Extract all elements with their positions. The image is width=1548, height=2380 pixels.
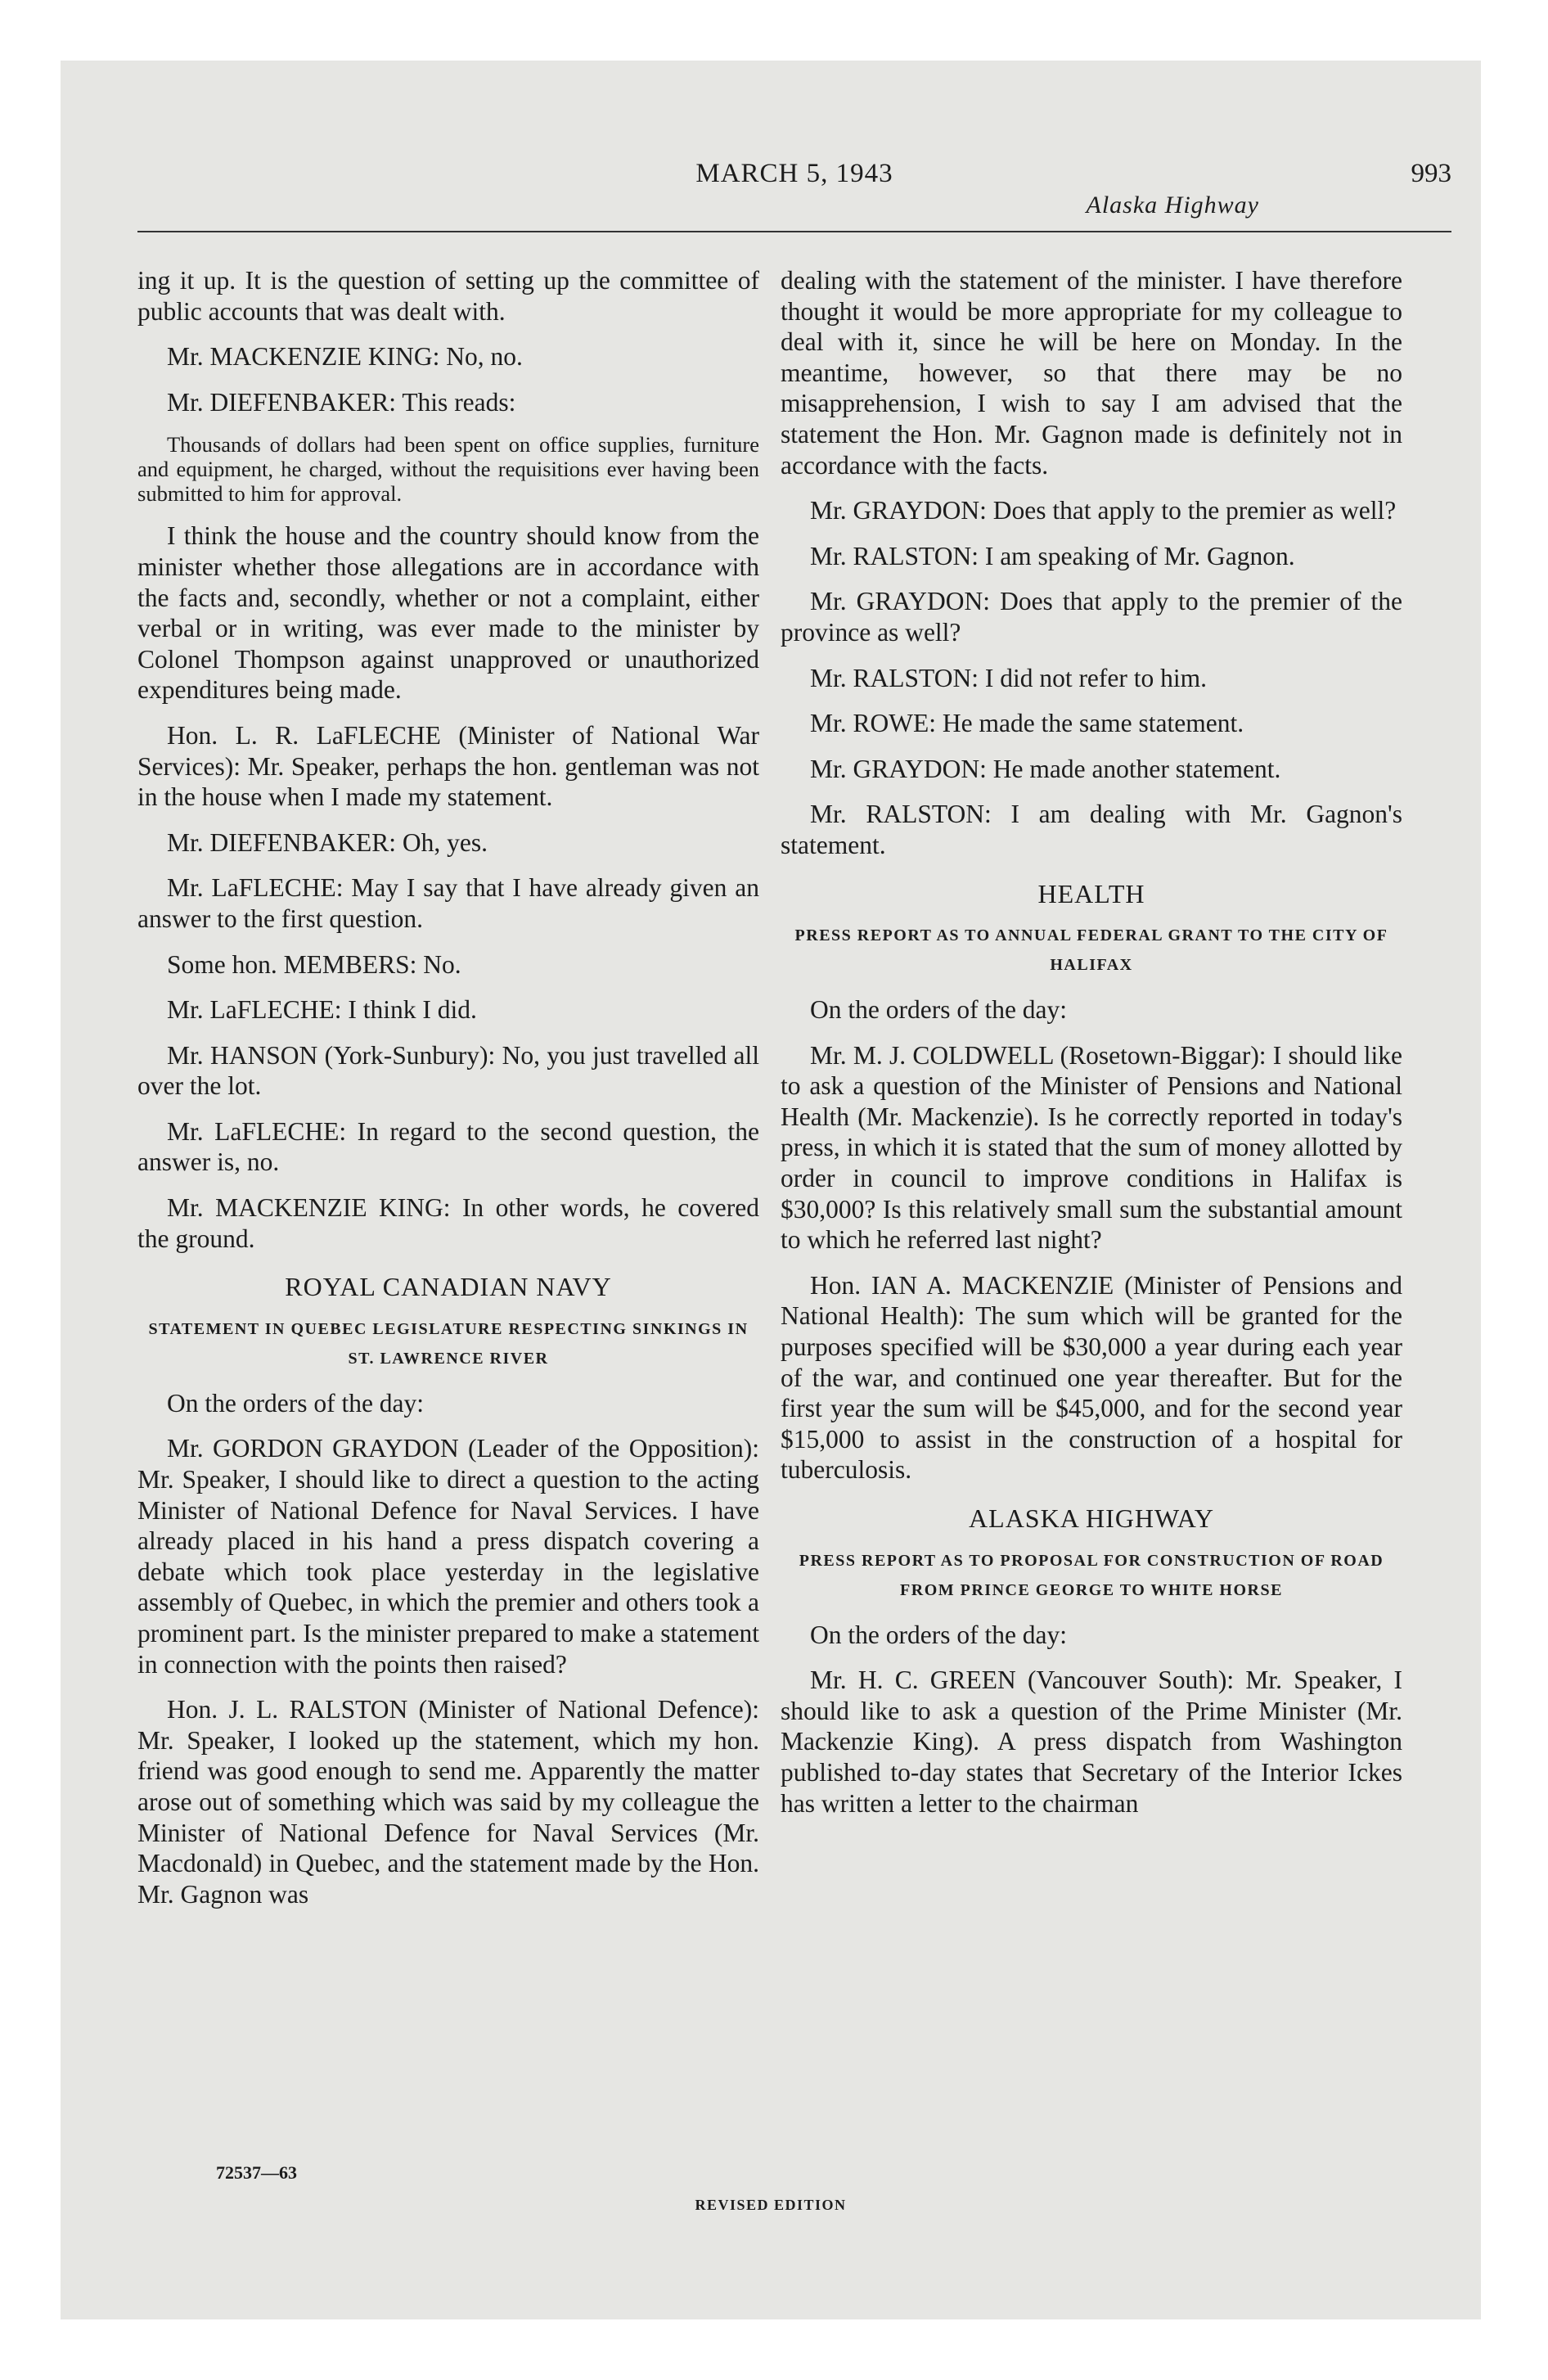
paragraph: ing it up. It is the question of setting up the committee of public accounts that was dealt with. [137, 266, 759, 326]
paragraph: Mr. HANSON (York-Sunbury): No, you just travelled all over the lot. [137, 1040, 759, 1101]
right-column [781, 265, 1402, 1833]
section-heading-alaska: ALASKA HIGHWAY [969, 1503, 1214, 1533]
paragraph: Mr. LaFLECHE: I think I did. [167, 995, 477, 1025]
footer-print-code: 72537—63 [216, 2162, 297, 2183]
left-column [137, 265, 759, 1924]
paragraph: Mr. MACKENZIE KING: In other words, he covered the ground. [137, 1193, 759, 1253]
paragraph: I think the house and the country should know from the minister whether those allegations are in accordance with the facts and, secondly, whether or not a complaint, either verbal or in writing, was ever made to the minister by Colonel Thompson against unapproved or unauthorized expenditures being made. [137, 521, 759, 705]
paragraph: Mr. RALSTON: I am dealing with Mr. Gagnon's statement. [781, 800, 1402, 859]
subheading-navy: STATEMENT IN QUEBEC LEGISLATURE RESPECTING SINKINGS IN ST. LAWRENCE RIVER [148, 1319, 749, 1368]
subheading-health: PRESS REPORT AS TO ANNUAL FEDERAL GRANT TO THE CITY OF HALIFAX [794, 926, 1388, 975]
paragraph: Mr. MACKENZIE KING: No, no. [167, 342, 523, 372]
quoted-passage: Thousands of dollars had been spent on office supplies, furniture and equipment, he charged, without the requisitions ever having been submitted to him for approval. [137, 432, 759, 507]
paragraph: Some hon. MEMBERS: No. [167, 949, 461, 979]
page-scan [61, 61, 1481, 2319]
paragraph: Mr. LaFLECHE: May I say that I have already given an answer to the first question. [137, 873, 759, 933]
paragraph: Hon. IAN A. MACKENZIE (Minister of Pensions and National Health): The sum which will be granted for the purposes specified will be $30,000 a year during each year of the war, and continued one year thereafter. But for the first year the sum will be $45,000, and for the second year $15,000 to assist in the construction of a hospital for tuberculosis. [781, 1270, 1402, 1485]
paragraph: Mr. H. C. GREEN (Vancouver South): Mr. Speaker, I should like to ask a question of the Prime Minister (Mr. Mackenzie King). A press dispatch from Washington published to-day states that Secretary of the Interior Ickes has written a letter to the chairman [781, 1666, 1402, 1818]
paragraph: Mr. GRAYDON: Does that apply to the premier as well? [810, 496, 1397, 525]
paragraph: Mr. ROWE: He made the same statement. [810, 709, 1244, 738]
header-date: MARCH 5, 1943 [695, 159, 893, 188]
paragraph: On the orders of the day: [810, 1620, 1068, 1649]
section-title: Alaska Highway [1086, 192, 1259, 219]
paragraph: On the orders of the day: [810, 995, 1068, 1025]
paragraph: Mr. DIEFENBAKER: Oh, yes. [167, 827, 488, 857]
subheading-alaska: PRESS REPORT AS TO PROPOSAL FOR CONSTRUCTION OF ROAD FROM PRINCE GEORGE TO WHITE HORSE [799, 1551, 1384, 1599]
paragraph: Mr. RALSTON: I am speaking of Mr. Gagnon. [810, 541, 1295, 570]
paragraph: Mr. GRAYDON: He made another statement. [810, 754, 1281, 783]
footer-edition: REVISED EDITION [695, 2197, 847, 2213]
paragraph: On the orders of the day: [167, 1388, 425, 1418]
header-rule [137, 231, 1451, 232]
paragraph: Hon. J. L. RALSTON (Minister of National Defence): Mr. Speaker, I looked up the statement, which my hon. friend was good enough to send me. Apparently the matter arose out of something which was said by my colleague the Minister of National Defence for Naval Services (Mr. Macdonald) in Quebec, and the statement made by the Hon. Mr. Gagnon was [137, 1695, 759, 1909]
paragraph: Mr. DIEFENBAKER: This reads: [167, 387, 516, 417]
paragraph: Mr. RALSTON: I did not refer to him. [810, 663, 1208, 692]
paragraph: Mr. LaFLECHE: In regard to the second question, the answer is, no. [137, 1116, 759, 1177]
paragraph: Mr. GORDON GRAYDON (Leader of the Opposition): Mr. Speaker, I should like to direct a question to the acting Minister of National Defence for Naval Services. I have already placed in his hand a press dispatch covering a debate which took place yesterday in the legislative assembly of Quebec, in which the premier and others took a prominent part. Is the minister prepared to make a statement in connection with the points then raised? [137, 1434, 759, 1679]
paragraph: Hon. L. R. LaFLECHE (Minister of National War Services): Mr. Speaker, perhaps the hon. gentleman was not in the house when I made my statement. [137, 720, 759, 812]
paragraph: dealing with the statement of the minister. I have therefore thought it would be more appropriate for my colleague to deal with it, since he will be here on Monday. In the meantime, however, so that there may be no misapprehension, I wish to say I am advised that the statement the Hon. Mr. Gagnon made is definitely not in accordance with the facts. [781, 266, 1402, 480]
paragraph: Mr. GRAYDON: Does that apply to the premier of the province as well? [781, 587, 1402, 647]
section-heading-health: HEALTH [1037, 878, 1145, 908]
paragraph: Mr. M. J. COLDWELL (Rosetown-Biggar): I should like to ask a question of the Minister of Pensions and National Health (Mr. Mackenzie). Is he correctly reported in today's press, in which it is stated that the sum of money allotted by order in council to improve conditions in Halifax is $30,000? Is this relatively small sum the substantial amount to which he referred last night? [781, 1040, 1402, 1255]
page-number: 993 [1411, 159, 1451, 188]
section-heading-navy: ROYAL CANADIAN NAVY [285, 1272, 612, 1302]
